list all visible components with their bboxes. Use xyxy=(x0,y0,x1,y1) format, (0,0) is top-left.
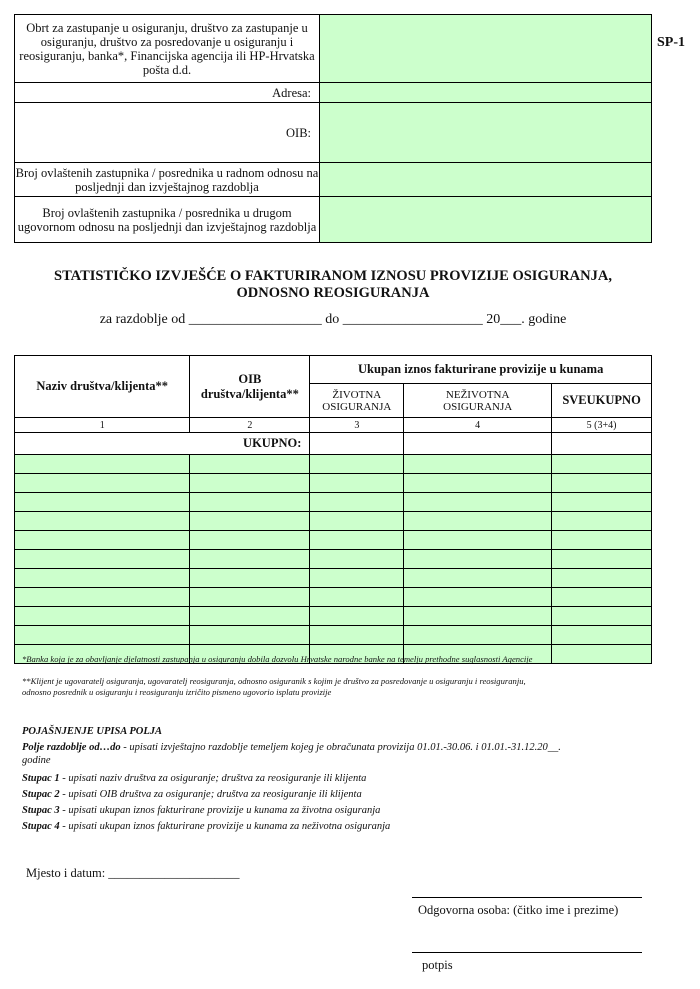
table-cell[interactable] xyxy=(190,512,310,531)
table-cell[interactable] xyxy=(404,607,552,626)
table-cell[interactable] xyxy=(15,455,190,474)
form-code: SP-1 xyxy=(657,35,685,50)
explanation-period-key: Polje razdoblje od…do xyxy=(22,742,121,753)
col-nonlife-header: NEŽIVOTNA OSIGURANJA xyxy=(404,384,552,418)
explanation-section xyxy=(22,724,662,835)
table-cell[interactable] xyxy=(404,493,552,512)
table-cell[interactable] xyxy=(190,626,310,645)
explanation-col4 xyxy=(22,819,662,835)
table-cell[interactable] xyxy=(552,512,652,531)
table-cell[interactable] xyxy=(552,569,652,588)
table-cell[interactable] xyxy=(310,455,404,474)
table-cell[interactable] xyxy=(190,531,310,550)
table-cell[interactable] xyxy=(310,550,404,569)
col-num-5: 5 (3+4) xyxy=(552,418,652,433)
table-cell[interactable] xyxy=(310,512,404,531)
table-cell[interactable] xyxy=(552,531,652,550)
table-cell[interactable] xyxy=(15,588,190,607)
col-num-3: 3 xyxy=(310,418,404,433)
explanation-col2-text: - upisati OIB društva za osiguranje; društva za reosiguranje ili klijenta xyxy=(59,789,362,800)
table-row xyxy=(15,531,652,550)
table-cell[interactable] xyxy=(15,607,190,626)
table-cell[interactable] xyxy=(404,550,552,569)
table-cell[interactable] xyxy=(552,455,652,474)
period-to-input[interactable]: ____________________ xyxy=(342,312,483,327)
table-cell[interactable] xyxy=(15,531,190,550)
contract-agents-label: Broj ovlaštenih zastupnika / posrednika u drugom ugovornom odnosu na posljednji dan izvještajnog razdoblja xyxy=(15,197,320,243)
address-label: Adresa: xyxy=(15,83,320,103)
employed-agents-field[interactable] xyxy=(320,163,652,197)
table-cell[interactable] xyxy=(552,626,652,645)
explanation-col1-text: - upisati naziv društva za osiguranje; društva za reosiguranje ili klijenta xyxy=(59,773,367,784)
table-cell[interactable] xyxy=(190,550,310,569)
table-cell[interactable] xyxy=(15,493,190,512)
responsible-person-line[interactable] xyxy=(412,897,642,898)
report-title-line1: STATISTIČKO IZVJEŠĆE O FAKTURIRANOM IZNOSU PROVIZIJE OSIGURANJA, xyxy=(54,268,612,284)
entity-name-field[interactable] xyxy=(320,15,652,83)
explanation-col4-text: - upisati ukupan iznos fakturirane provizije u kunama za neživotna osiguranja xyxy=(59,821,391,832)
table-cell[interactable] xyxy=(552,550,652,569)
commission-table xyxy=(14,355,652,664)
period-from-input[interactable]: ___________________ xyxy=(188,312,322,327)
table-cell[interactable] xyxy=(15,569,190,588)
period-year[interactable]: 20___. godine xyxy=(486,312,567,327)
explanation-period-cont: godine xyxy=(22,755,51,766)
footnote-bank: *Banka koja je za obavljanje djelatnosti zastupanja u osiguranju dobila dozvolu Hrvatske narodne banke na temelju prethodne suglasnosti Agencije xyxy=(22,654,533,664)
explanation-col1 xyxy=(22,771,662,787)
employed-agents-label: Broj ovlaštenih zastupnika / posrednika u radnom odnosu na posljednji dan izvještajnog razdoblja xyxy=(15,163,320,197)
total-nonlife-cell[interactable] xyxy=(404,433,552,455)
col-life-header: ŽIVOTNA OSIGURANJA xyxy=(310,384,404,418)
explanation-col4-key: Stupac 4 xyxy=(22,821,60,832)
explanation-col3-text: - upisati ukupan iznos fakturirane provizije u kunama za životna osiguranja xyxy=(59,805,381,816)
total-life-cell[interactable] xyxy=(310,433,404,455)
oib-label: OIB: xyxy=(15,103,320,163)
col-num-4: 4 xyxy=(404,418,552,433)
explanation-col1-key: Stupac 1 xyxy=(22,773,60,784)
table-row xyxy=(15,493,652,512)
table-row xyxy=(15,512,652,531)
table-cell[interactable] xyxy=(310,607,404,626)
total-row xyxy=(15,433,652,455)
col-company-header: Naziv društva/klijenta** xyxy=(15,356,190,418)
table-cell[interactable] xyxy=(404,626,552,645)
table-cell[interactable] xyxy=(404,569,552,588)
table-row xyxy=(15,569,652,588)
table-cell[interactable] xyxy=(15,474,190,493)
table-row xyxy=(15,588,652,607)
table-cell[interactable] xyxy=(552,607,652,626)
footnote-client-line2: odnosno posrednik u osiguranju i reosiguranju izričito pismeno ugovorio isplatu provizije xyxy=(22,687,332,697)
table-cell[interactable] xyxy=(310,588,404,607)
table-cell[interactable] xyxy=(310,493,404,512)
table-cell[interactable] xyxy=(552,588,652,607)
period-from-label: za razdoblje od xyxy=(99,312,186,327)
explanation-col2 xyxy=(22,787,662,803)
total-label: UKUPNO: xyxy=(15,433,310,455)
entity-type-label: Obrt za zastupanje u osiguranju, društvo za zastupanje u osiguranju, društvo za posredovanje u osiguranju i reosiguranju, banka*, Financijska agencija ili HP-Hrvatska pošta d.d. xyxy=(15,15,320,83)
explanation-heading: POJAŠNJENJE UPISA POLJA xyxy=(22,726,163,737)
explanation-col3-key: Stupac 3 xyxy=(22,805,60,816)
responsible-person-label: Odgovorna osoba: (čitko ime i prezime) xyxy=(418,903,619,917)
footnote-client-line1: **Klijent je ugovaratelj osiguranja, ugovaratelj reosiguranja, odnosno osiguranik s kojim je društvo za posredovanje u osiguranju i reosiguranju, xyxy=(22,676,526,686)
table-cell[interactable] xyxy=(310,569,404,588)
contract-agents-field[interactable] xyxy=(320,197,652,243)
table-cell[interactable] xyxy=(552,474,652,493)
report-title-line2: ODNOSNO REOSIGURANJA xyxy=(236,285,430,301)
col-oib-header: OIB društva/klijenta** xyxy=(190,356,310,418)
table-cell[interactable] xyxy=(552,493,652,512)
col-num-2: 2 xyxy=(190,418,310,433)
signature-line[interactable] xyxy=(412,952,642,953)
table-cell[interactable] xyxy=(310,531,404,550)
period-to-label: do xyxy=(325,312,340,327)
explanation-col2-key: Stupac 2 xyxy=(22,789,60,800)
place-date-input[interactable]: _____________________ xyxy=(108,866,240,880)
table-cell[interactable] xyxy=(190,493,310,512)
table-cell[interactable] xyxy=(310,626,404,645)
signature-label: potpis xyxy=(422,958,453,972)
table-cell[interactable] xyxy=(404,512,552,531)
table-cell[interactable] xyxy=(190,455,310,474)
table-cell[interactable] xyxy=(15,626,190,645)
table-cell[interactable] xyxy=(190,588,310,607)
table-cell[interactable] xyxy=(15,550,190,569)
entity-info-table xyxy=(14,14,652,243)
period-line xyxy=(0,312,666,328)
table-cell[interactable] xyxy=(404,531,552,550)
table-cell[interactable] xyxy=(310,474,404,493)
commission-group-header: Ukupan iznos fakturirane provizije u kunama xyxy=(310,356,652,384)
table-cell[interactable] xyxy=(404,455,552,474)
col-num-1: 1 xyxy=(15,418,190,433)
table-cell[interactable] xyxy=(190,569,310,588)
place-date xyxy=(26,866,240,881)
place-date-label: Mjesto i datum: xyxy=(26,866,106,880)
table-row xyxy=(15,474,652,493)
table-cell[interactable] xyxy=(404,588,552,607)
table-cell[interactable] xyxy=(404,474,552,493)
table-row xyxy=(15,455,652,474)
table-cell[interactable] xyxy=(190,607,310,626)
col-total-header: SVEUKUPNO xyxy=(552,384,652,418)
table-row xyxy=(15,607,652,626)
explanation-col3 xyxy=(22,803,662,819)
address-field[interactable] xyxy=(320,83,652,103)
table-cell[interactable] xyxy=(15,512,190,531)
table-cell[interactable] xyxy=(190,474,310,493)
explanation-period-text: - upisati izvještajno razdoblje temeljem kojeg je obračunata provizija 01.01.-30.06. i 01.01.-31.12.20__. xyxy=(120,742,561,753)
table-row xyxy=(15,626,652,645)
total-grand-cell[interactable] xyxy=(552,433,652,455)
oib-field[interactable] xyxy=(320,103,652,163)
table-row xyxy=(15,550,652,569)
